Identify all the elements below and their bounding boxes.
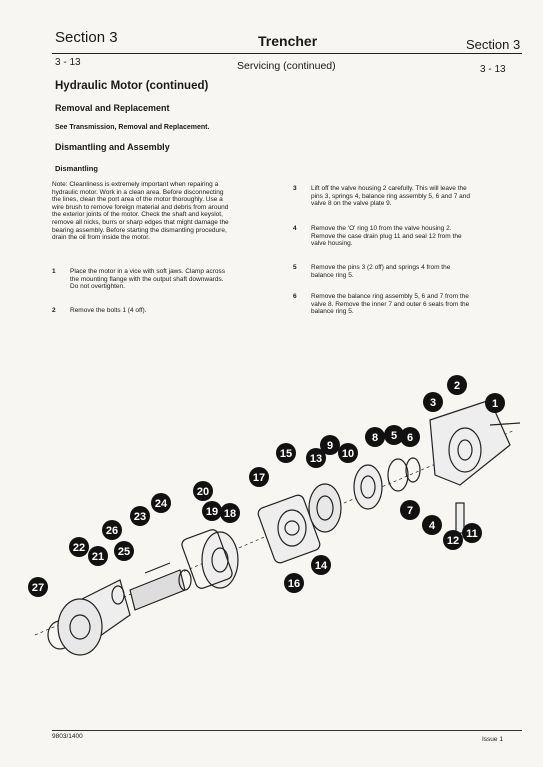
callout-26 [102,520,122,540]
page-subtitle: Servicing (continued) [237,60,336,72]
callout-12 [443,530,463,550]
callout-23 [130,506,150,526]
note-line: Note: Cleanliness is extremely important when repairing a [52,181,219,188]
callout-label: 27 [31,582,45,594]
callout-label: 1 [491,398,499,410]
callout-label: 21 [91,551,105,563]
callout-8 [365,427,385,447]
step-line: Do not overtighten. [70,283,125,291]
callout-10 [338,443,358,463]
step-3 [293,185,523,211]
step-line: Lift off the valve housing 2 carefully. This will leave the [311,185,467,192]
step-line: valve housing. [311,240,353,248]
step-line: Remove the bolts 1 (4 off). [70,307,147,314]
step-number: 5 [293,264,297,271]
callout-4 [422,515,442,535]
section-label-right: Section 3 [466,37,521,52]
callout-label: 9 [326,440,334,452]
callout-21 [88,546,108,566]
callout-label: 25 [117,546,131,558]
page-number-right: 3 - 13 [480,64,506,75]
callout-19 [202,501,222,521]
callout-22 [69,537,89,557]
note-paragraph [52,181,277,242]
step-number: 4 [293,225,297,232]
callout-label: 26 [105,525,119,537]
callout-1 [485,393,505,413]
callout-label: 5 [390,430,398,442]
step-4 [293,225,523,251]
callout-13 [306,448,326,468]
page-number-left: 3 - 13 [55,57,81,68]
step-1 [52,268,282,294]
step-number: 3 [293,185,297,192]
callout-label: 2 [453,380,461,392]
document-title: Trencher [258,33,318,49]
callout-11 [462,523,482,543]
callout-24 [151,493,171,513]
step-number: 6 [293,293,297,300]
exploded-motor-diagram [20,365,530,695]
document-number: 9803/1400 [52,733,83,740]
callout-label: 15 [279,448,293,460]
callout-14 [311,555,331,575]
step-line: Remove the case drain plug 11 and seal 12 from the [311,232,462,240]
callout-label: 13 [309,453,323,465]
note-line: the lines, clean the port area of the motor thoroughly. Use a [52,196,223,204]
callout-label: 20 [196,486,210,498]
callout-20 [193,481,213,501]
callout-label: 17 [252,472,266,484]
step-line: valve 8 on the valve plate 9. [311,200,392,208]
step-line: pins 3, springs 4, balance ring assembly 5, 6 and 7 and [311,192,470,200]
section-label-left: Section 3 [55,29,118,46]
callout-label: 19 [205,506,219,518]
callout-27 [28,577,48,597]
step-line: Remove the 'O' ring 10 from the valve housing 2. [311,225,452,232]
note-line: wire brush to remove foreign material and debris from around [52,203,229,211]
step-line: valve 8. Remove the inner 7 and outer 6 seals from the [311,300,470,308]
step-number: 2 [52,307,56,314]
callout-label: 18 [223,508,237,520]
footer-rule [52,730,522,731]
callout-6 [400,427,420,447]
callout-label: 8 [371,432,379,444]
callout-label: 4 [428,520,436,532]
step-line: Remove the pins 3 (2 off) and springs 4 from the [311,264,451,271]
callout-3 [423,392,443,412]
callout-label: 12 [446,535,460,547]
issue-label: Issue 1 [482,736,503,743]
dismantling-heading: Dismantling [55,164,98,173]
callout-label: 23 [133,511,147,523]
step-line: Place the motor in a vice with soft jaws. Clamp across [70,268,225,275]
callout-label: 7 [406,505,414,517]
step-2 [52,307,282,317]
step-line: balance ring 5. [311,271,354,279]
callout-label: 3 [429,397,437,409]
header-rule [52,53,522,54]
callout-25 [114,541,134,561]
step-line: balance ring 5. [311,308,354,316]
callout-label: 24 [154,498,168,510]
note-line: bearing assembly. Before starting the dismantling procedure, [52,226,227,234]
callout-label: 11 [466,528,478,540]
callout-18 [220,503,240,523]
callout-label: 22 [72,542,86,554]
step-number: 1 [52,268,56,275]
callout-7 [400,500,420,520]
note-line: hydraulic motor. Work in a clean area. Before disconnecting [52,188,224,196]
note-line: remove all nicks, burrs or sharp edges that might damage the [52,218,229,226]
note-line: the exterior joints of the motor. Check the shaft and keyslot, [52,211,223,219]
removal-text: See Transmission, Removal and Replacement. [55,124,210,131]
callout-label: 6 [406,432,414,444]
step-5 [293,264,523,282]
dismantling-assembly-heading: Dismantling and Assembly [55,142,170,152]
note-line: drain the oil from inside the motor. [52,234,150,242]
callout-15 [276,443,296,463]
step-line: the mounting flange with the output shaft downwards. [70,275,224,283]
callout-2 [447,375,467,395]
removal-heading: Removal and Replacement [55,103,170,113]
callout-16 [284,573,304,593]
callout-label: 16 [287,578,301,590]
callout-label: 14 [314,560,328,572]
step-6 [293,293,523,319]
step-line: Remove the balance ring assembly 5, 6 and 7 from the [311,293,469,300]
callout-label: 10 [341,448,355,460]
callout-17 [249,467,269,487]
main-heading: Hydraulic Motor (continued) [55,80,209,92]
